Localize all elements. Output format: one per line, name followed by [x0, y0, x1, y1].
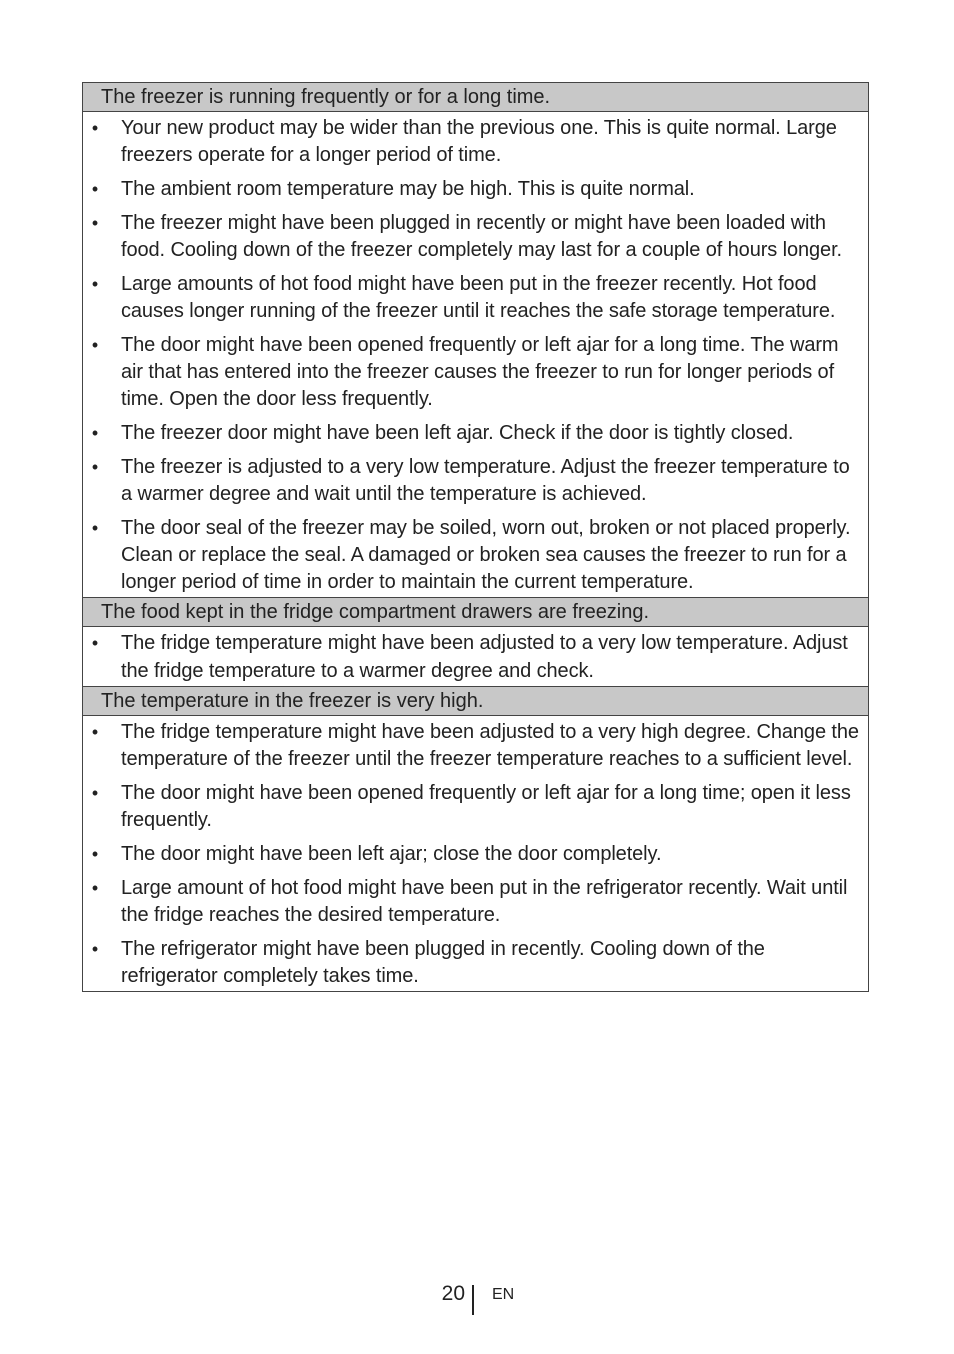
bullet-icon: •	[91, 118, 99, 138]
section-header: The freezer is running frequently or for a long time.	[83, 83, 868, 112]
list-item-text: The fridge temperature might have been adjusted to a very high degree. Change the temperature of the freezer until the freezer temperature reaches to a sufficient level.	[121, 721, 859, 771]
list-item-text: The ambient room temperature may be high. This is quite normal.	[121, 177, 695, 200]
list-item	[83, 454, 864, 509]
bullet-icon: •	[91, 456, 99, 477]
list-item	[83, 271, 864, 326]
bullet-icon: •	[91, 844, 99, 865]
list-item-text: The door might have been opened frequently or left ajar for a long time; open it less frequently.	[121, 782, 851, 832]
list-item-text: The fridge temperature might have been adjusted to a very low temperature. Adjust the fridge temperature to a warmer degree and check.	[121, 632, 848, 682]
bullet-icon: •	[91, 877, 99, 898]
troubleshooting-table	[82, 82, 869, 992]
list-item-text: The freezer is adjusted to a very low temperature. Adjust the freezer temperature to a warmer degree and wait until the temperature is achieved.	[121, 455, 850, 505]
list-item-text: The freezer door might have been left ajar. Check if the door is tightly closed.	[121, 421, 794, 444]
bullet-icon: •	[91, 722, 99, 743]
list-item-text: The freezer might have been plugged in recently or might have been loaded with food. Cooling down of the freezer completely may last for a couple of hours longer.	[121, 211, 842, 261]
section-header: The temperature in the freezer is very high.	[83, 686, 868, 716]
footer-divider	[472, 1285, 474, 1315]
bullet-icon: •	[91, 422, 99, 443]
list-item-text: Your new product may be wider than the previous one. This is quite normal. Large freezers operate for a longer period of time.	[121, 117, 837, 167]
list-item-text: The door might have been opened frequently or left ajar for a long time. The warm air that has entered into the freezer causes the freezer to run for longer periods of time. Open the door less frequently.	[121, 333, 839, 411]
language-code: EN	[492, 1286, 515, 1303]
list-item-text: The refrigerator might have been plugged in recently. Cooling down of the refrigerator completely takes time.	[121, 937, 765, 988]
list-item	[83, 780, 864, 835]
list-item-text: Large amounts of hot food might have been put in the freezer recently. Hot food causes longer running of the freezer until it reaches the safe storage temperature.	[121, 272, 836, 322]
list-item	[83, 115, 864, 170]
bullet-icon: •	[91, 517, 99, 538]
list-item	[83, 332, 864, 414]
page-number: 20	[441, 1282, 465, 1305]
list-item	[83, 719, 864, 774]
list-item	[83, 210, 864, 265]
list-item-text: Large amount of hot food might have been put in the refrigerator recently. Wait until the fridge reaches the desired temperature.	[121, 876, 848, 927]
list-item	[83, 630, 864, 685]
bullet-icon: •	[91, 178, 99, 199]
bullet-list	[83, 716, 868, 991]
bullet-list	[83, 627, 868, 686]
bullet-icon: •	[91, 783, 99, 804]
list-item	[83, 420, 864, 447]
section-header: The food kept in the fridge compartment drawers are freezing.	[83, 597, 868, 627]
list-item-text: The door seal of the freezer may be soiled, worn out, broken or not placed properly. Clean or replace the seal. A damaged or broken sea causes the freezer to run for a longer period of time in order to maintain the current temperature.	[121, 516, 851, 594]
list-item	[83, 841, 864, 868]
bullet-icon: •	[91, 212, 99, 233]
bullet-list	[83, 112, 868, 597]
list-item	[83, 875, 864, 930]
list-item	[83, 176, 864, 203]
bullet-icon: •	[91, 273, 99, 294]
bullet-icon: •	[91, 633, 99, 654]
page-footer	[0, 1281, 954, 1315]
list-item-text: The door might have been left ajar; close the door completely.	[121, 843, 662, 866]
list-item	[83, 936, 864, 991]
list-item	[83, 515, 864, 597]
bullet-icon: •	[91, 938, 99, 959]
bullet-icon: •	[91, 334, 99, 355]
